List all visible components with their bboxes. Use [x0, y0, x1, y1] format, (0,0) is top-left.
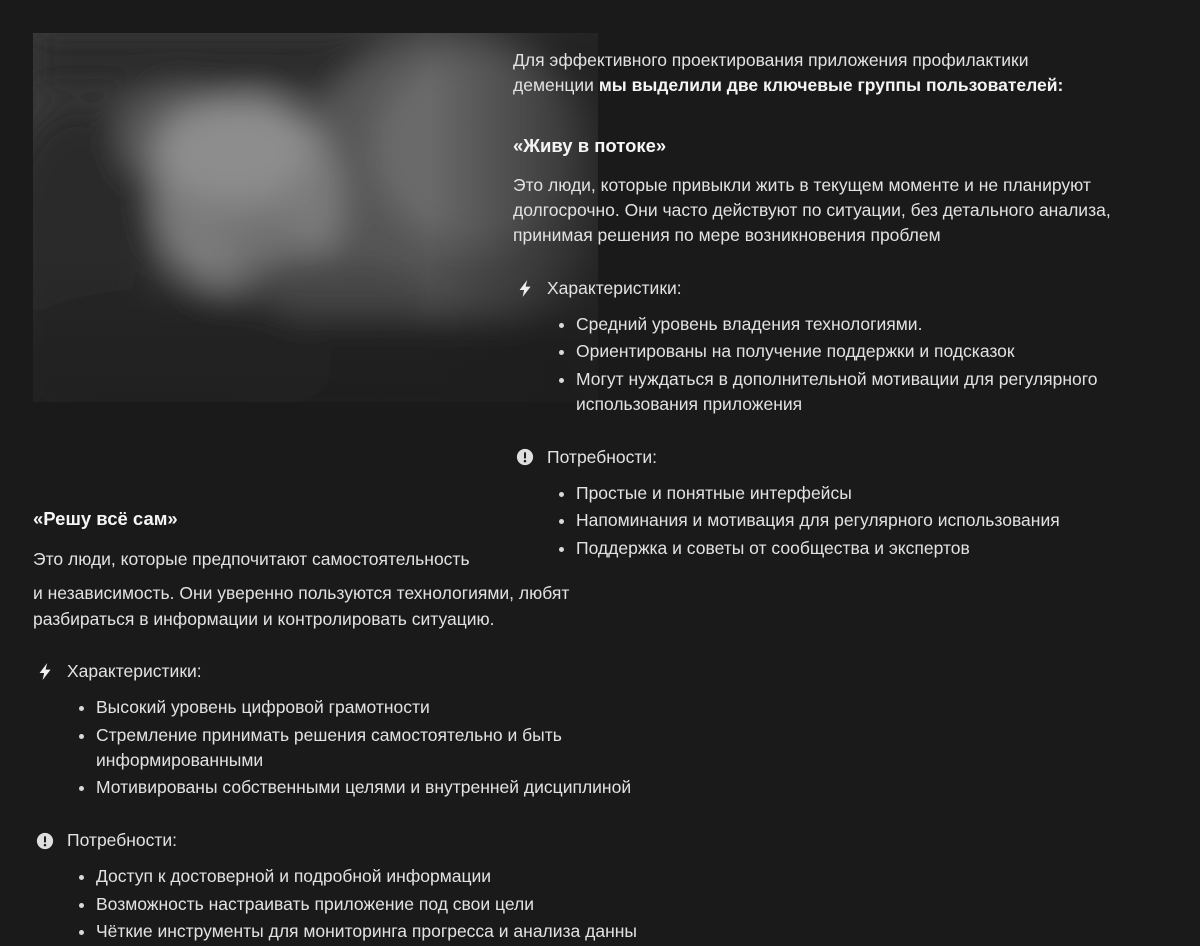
exclamation-circle-icon	[516, 448, 534, 466]
list-item: • Простые и понятные интерфейсы	[576, 481, 1173, 506]
intro-bold-text: мы выделили две ключевые группы пользователей:	[598, 75, 1064, 96]
group2-title: «Решу всё сам»	[33, 508, 178, 529]
group2-needs-header	[33, 828, 688, 853]
group1-section	[513, 48, 1173, 563]
group2-characteristics-header	[33, 659, 688, 684]
lightning-bolt-icon	[516, 279, 534, 297]
lightning-bolt-icon	[36, 663, 54, 681]
group1-description: Это люди, которые привыкли жить в текущем моменте и не планируют долгосрочно. Они часто действуют по ситуации, без детального анализа, принимая решения по мере возникновения проблем	[513, 174, 1111, 246]
group1-needs-header	[513, 445, 1173, 470]
list-item: • Высокий уровень цифровой грамотности	[96, 695, 656, 720]
group1-characteristics-header	[513, 276, 1173, 301]
group1-needs-label: Потребности:	[547, 446, 658, 467]
group1-characteristics-label: Характеристики:	[547, 277, 682, 298]
group2-needs-label: Потребности:	[67, 829, 178, 850]
intro-paragraph	[513, 48, 1113, 99]
list-item: • Ориентированы на получение поддержки и подсказок	[576, 339, 1173, 364]
list-item: • Могут нуждаться в дополнительной мотивации для регулярного использования приложения	[576, 367, 1173, 418]
list-item: • Мотивированы собственными целями и внутренней дисциплиной	[96, 775, 656, 800]
list-item: • Средний уровень владения технологиями.	[576, 312, 1173, 337]
group2-characteristics-list	[33, 695, 656, 801]
list-item: • Возможность настраивать приложение под свои цели	[96, 892, 656, 917]
list-item: • Доступ к достоверной и подробной информации	[96, 864, 656, 889]
group2-description-line1: Это люди, которые предпочитают самостоятельность	[33, 548, 470, 569]
group1-title: «Живу в потоке»	[513, 134, 667, 156]
list-item: • Чёткие инструменты для мониторинга прогресса и анализа данны	[96, 919, 656, 944]
group2-characteristics-label: Характеристики:	[67, 660, 202, 681]
exclamation-circle-icon	[36, 832, 54, 850]
group2-needs-list	[33, 864, 656, 944]
list-item: • Напоминания и мотивация для регулярного использования	[576, 508, 1173, 533]
group2-description-line2: и независимость. Они уверенно пользуются технологиями, любят разбираться в информации и контролировать ситуацию.	[33, 583, 570, 629]
intro-regular-text: Для эффективного проектирования приложения профилактики деменции	[513, 50, 1029, 96]
list-item: • Стремление принимать решения самостоятельно и быть информированными	[96, 723, 656, 774]
group2-section	[33, 506, 688, 946]
list-item: • Поддержка и советы от сообщества и экспертов	[576, 536, 1173, 561]
group1-characteristics-list	[513, 312, 1173, 418]
